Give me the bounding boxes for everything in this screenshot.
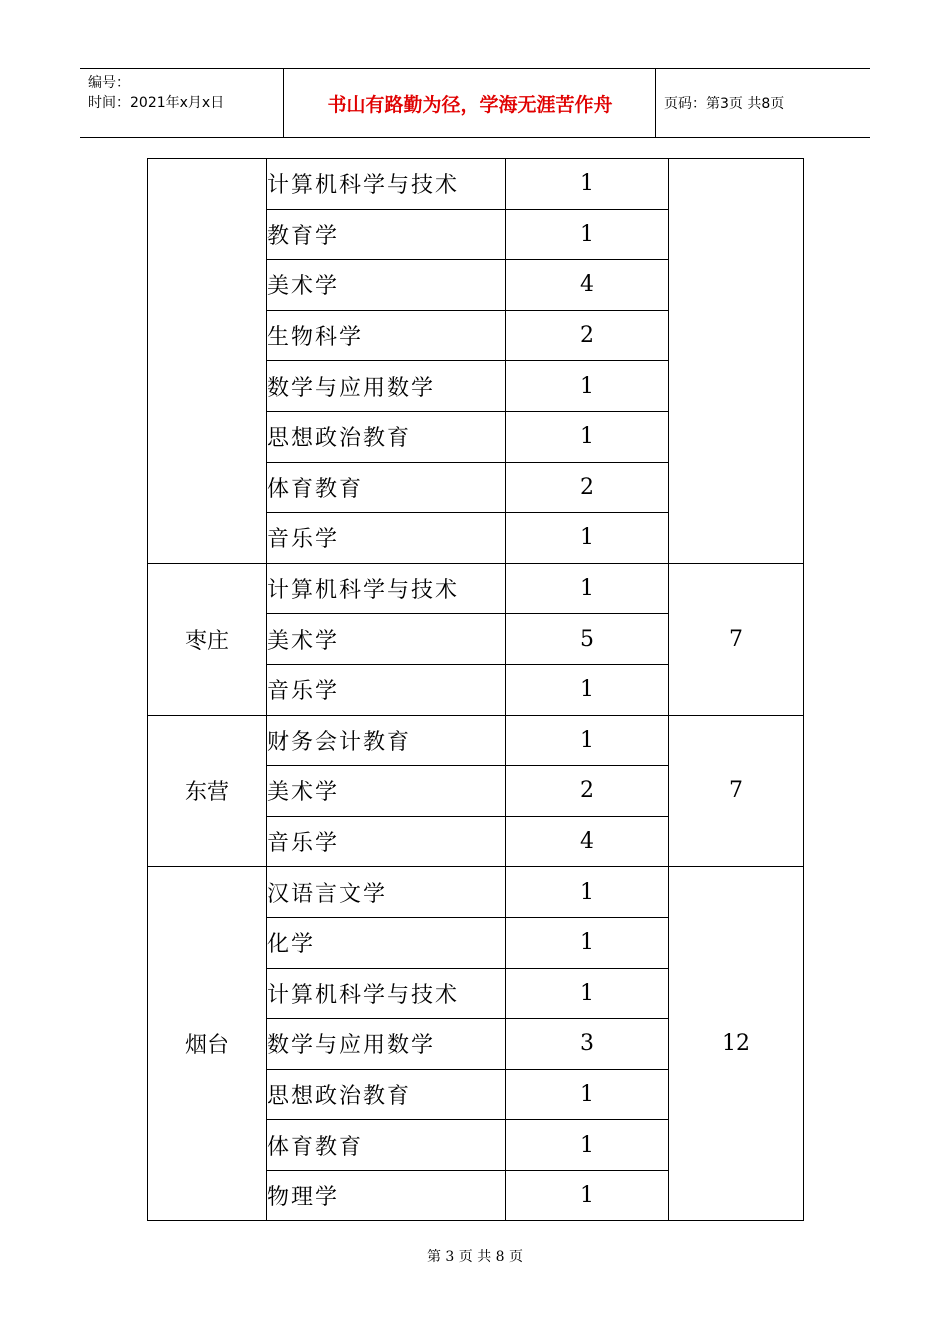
city-cell: 枣庄 bbox=[148, 563, 267, 715]
total-cell: 7 bbox=[669, 715, 804, 867]
major-cell: 音乐学 bbox=[267, 664, 506, 715]
count-cell: 1 bbox=[506, 715, 669, 766]
count-cell: 1 bbox=[506, 513, 669, 564]
number-label: 编号： bbox=[88, 75, 130, 91]
table-row bbox=[148, 159, 804, 210]
total-cell: 12 bbox=[669, 867, 804, 1221]
count-cell: 1 bbox=[506, 917, 669, 968]
major-cell: 体育教育 bbox=[267, 1120, 506, 1171]
count-cell: 1 bbox=[506, 867, 669, 918]
major-cell: 体育教育 bbox=[267, 462, 506, 513]
count-cell: 1 bbox=[506, 968, 669, 1019]
count-cell: 1 bbox=[506, 411, 669, 462]
count-cell: 2 bbox=[506, 462, 669, 513]
count-cell: 1 bbox=[506, 1069, 669, 1120]
major-cell: 音乐学 bbox=[267, 513, 506, 564]
header-motto: 书山有路勤为径，学海无涯苦作舟 bbox=[327, 93, 613, 116]
major-cell: 美术学 bbox=[267, 614, 506, 665]
count-cell: 1 bbox=[506, 1120, 669, 1171]
count-cell: 2 bbox=[506, 766, 669, 817]
count-cell: 1 bbox=[506, 361, 669, 412]
table-row bbox=[148, 563, 804, 614]
header-meta bbox=[88, 73, 224, 113]
major-cell: 生物科学 bbox=[267, 310, 506, 361]
city-cell: 烟台 bbox=[148, 867, 267, 1221]
major-cell: 教育学 bbox=[267, 209, 506, 260]
header-divider bbox=[283, 69, 284, 137]
table-row bbox=[148, 867, 804, 918]
major-cell: 思想政治教育 bbox=[267, 1069, 506, 1120]
count-cell: 2 bbox=[506, 310, 669, 361]
table-row bbox=[148, 715, 804, 766]
count-cell: 1 bbox=[506, 209, 669, 260]
total-cell: 7 bbox=[669, 563, 804, 715]
major-cell: 化学 bbox=[267, 917, 506, 968]
enrollment-table bbox=[147, 158, 804, 1221]
header-page-info: 页码：第3页 共8页 bbox=[664, 96, 785, 112]
major-cell: 汉语言文学 bbox=[267, 867, 506, 918]
major-cell: 财务会计教育 bbox=[267, 715, 506, 766]
major-cell: 计算机科学与技术 bbox=[267, 968, 506, 1019]
count-cell: 1 bbox=[506, 1170, 669, 1221]
count-cell: 4 bbox=[506, 260, 669, 311]
count-cell: 1 bbox=[506, 664, 669, 715]
major-cell: 计算机科学与技术 bbox=[267, 159, 506, 210]
count-cell: 4 bbox=[506, 816, 669, 867]
count-cell: 5 bbox=[506, 614, 669, 665]
city-cell bbox=[148, 159, 267, 564]
major-cell: 数学与应用数学 bbox=[267, 361, 506, 412]
count-cell: 1 bbox=[506, 563, 669, 614]
major-cell: 思想政治教育 bbox=[267, 411, 506, 462]
total-cell bbox=[669, 159, 804, 564]
major-cell: 物理学 bbox=[267, 1170, 506, 1221]
major-cell: 数学与应用数学 bbox=[267, 1019, 506, 1070]
count-cell: 1 bbox=[506, 159, 669, 210]
time-label: 时间：2021年x月x日 bbox=[88, 95, 225, 111]
major-cell: 美术学 bbox=[267, 260, 506, 311]
city-cell: 东营 bbox=[148, 715, 267, 867]
major-cell: 美术学 bbox=[267, 766, 506, 817]
page-footer: 第 3 页 共 8 页 bbox=[426, 1249, 524, 1265]
count-cell: 3 bbox=[506, 1019, 669, 1070]
header-divider bbox=[655, 69, 656, 137]
page-header bbox=[80, 68, 870, 138]
major-cell: 音乐学 bbox=[267, 816, 506, 867]
major-cell: 计算机科学与技术 bbox=[267, 563, 506, 614]
